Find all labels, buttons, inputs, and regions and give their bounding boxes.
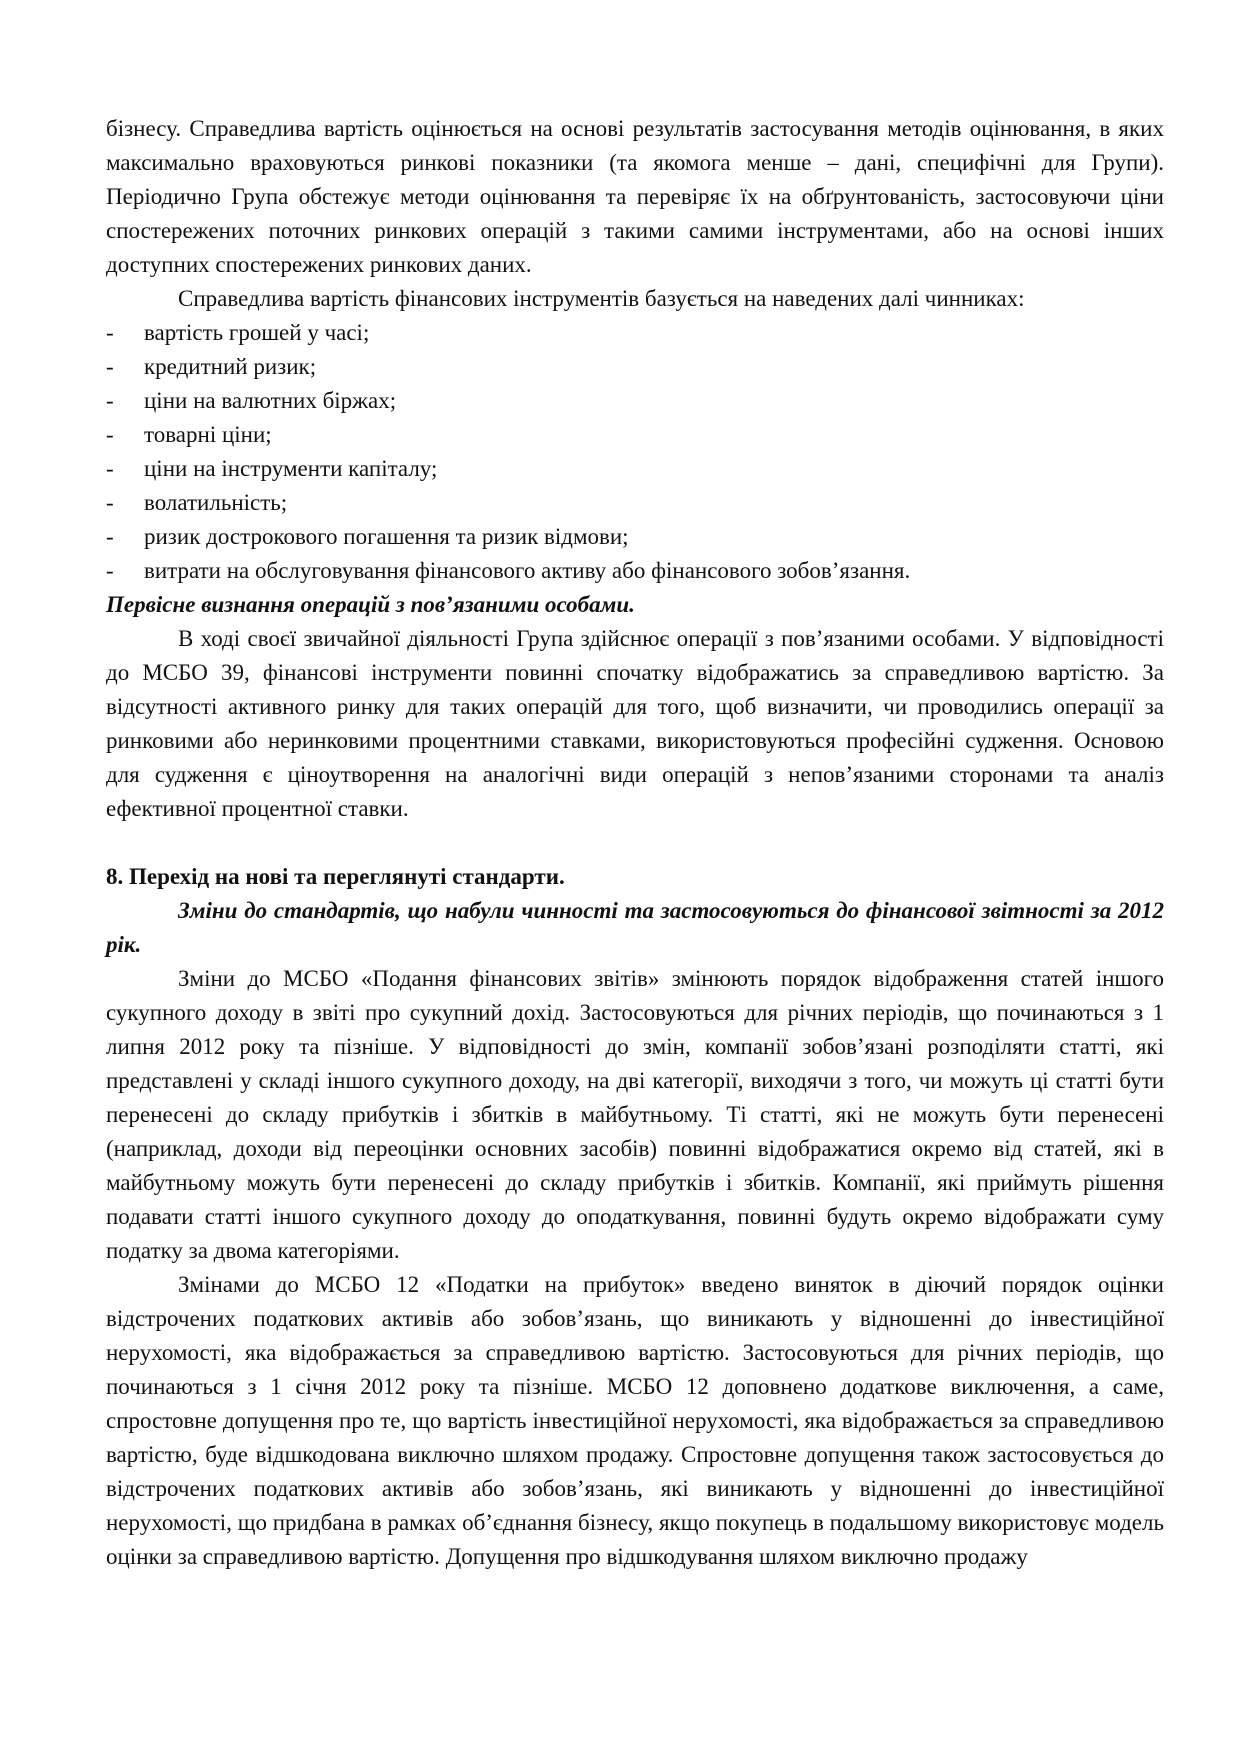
list-item xyxy=(106,554,1164,588)
paragraph-fair-value-factors: Справедлива вартість фінансових інструментів базується на наведених далі чинниках: xyxy=(178,286,1025,311)
document-page xyxy=(106,112,1164,1574)
paragraph-related-parties: В ході своєї звичайної діяльності Група здійснює операції з пов’язаними особами. У відповідності до МСБО 39, фінансові інструменти повинні спочатку відображатись за справедливою вартістю. За відсутності активного ринку для таких операцій для того, щоб визначити, чи проводились операції за ринковими або неринковими процентними ставками, використовуються професійні судження. Основою для судження є ціноутворення на аналогічні види операцій з непов’язаними сторонами та аналіз ефективної процентної ставки. xyxy=(106,626,1164,821)
paragraph-ias1-changes: Зміни до МСБО «Подання фінансових звітів» змінюють порядок відображення статей іншого сукупного доходу в звіті про сукупний дохід. Застосовуються для річних періодів, що починаються з 1 липня 2012 року та пізніше. У відповідності до змін, компанії зобов’язані розподіляти статті, які представлені у складі іншого сукупного доходу, на дві категорії, виходячи з того, чи можуть ці статті бути перенесені до складу прибутків і збитків в майбутньому. Ті статті, які не можуть бути перенесені (наприклад, доходи від переоцінки основних засобів) повинні відображатися окремо від статей, які в майбутньому можуть бути перенесені до складу прибутків і збитків. Компанії, які приймуть рішення подавати статті іншого сукупного доходу до оподаткування, повинні будуть окремо відображати суму податку за двома категоріями. xyxy=(106,966,1164,1263)
list-item xyxy=(106,520,1164,554)
list-item xyxy=(106,452,1164,486)
section-heading-8: 8. Перехід на нові та переглянуті стандарти. xyxy=(106,864,565,889)
list-dash: - xyxy=(106,422,114,447)
factors-list xyxy=(106,316,1164,588)
subheading-related-parties: Первісне визнання операцій з пов’язаними особами. xyxy=(106,592,635,617)
list-dash: - xyxy=(106,558,114,583)
paragraph-ias12-changes: Змінами до МСБО 12 «Податки на прибуток» введено виняток в діючий порядок оцінки відстрочених податкових активів або зобов’язань, що виникають у відношенні до інвестиційної нерухомості, яка відображається за справедливою вартістю. Застосовуються для річних періодів, що починаються з 1 січня 2012 року та пізніше. МСБО 12 доповнено додаткове виключення, а саме, спростовне допущення про те, що вартість інвестиційної нерухомості, яка відображається за справедливою вартістю, буде відшкодована виключно шляхом продажу. Спростовне допущення також застосовується до відстрочених податкових активів або зобов’язань, які виникають у відношенні до інвестиційної нерухомості, що придбана в рамках об’єднання бізнесу, якщо покупець в подальшому використовує модель оцінки за справедливою вартістю. Допущення про відшкодування шляхом виключно продажу xyxy=(106,1272,1164,1569)
list-item-text: вартість грошей у часі; xyxy=(144,320,370,345)
list-item-text: волатильність; xyxy=(144,490,288,515)
list-item-text: витрати на обслуговування фінансового активу або фінансового зобов’язання. xyxy=(144,558,911,583)
list-item xyxy=(106,384,1164,418)
list-dash: - xyxy=(106,524,114,549)
list-dash: - xyxy=(106,490,114,515)
list-item-text: ціни на інструменти капіталу; xyxy=(144,456,438,481)
list-dash: - xyxy=(106,320,114,345)
list-dash: - xyxy=(106,388,114,413)
list-item-text: ціни на валютних біржах; xyxy=(144,388,397,413)
list-item xyxy=(106,350,1164,384)
list-dash: - xyxy=(106,456,114,481)
list-item-text: товарні ціни; xyxy=(144,422,272,447)
list-item xyxy=(106,486,1164,520)
subheading-standards-changes: Зміни до стандартів, що набули чинності та застосовуються до фінансової звітності за 2012 рік. xyxy=(106,898,1164,957)
paragraph-fair-value-intro: бізнесу. Справедлива вартість оцінюється на основі результатів застосування методів оцінювання, в яких максимально враховуються ринкові показники (та якомога менше – дані, специфічні для Групи). Періодично Група обстежує методи оцінювання та перевіряє їх на обґрунтованість, застосовуючи ціни спостережених поточних ринкових операцій з такими самими інструментами, або на основі інших доступних спостережених ринкових даних. xyxy=(106,116,1164,277)
list-item xyxy=(106,316,1164,350)
list-item xyxy=(106,418,1164,452)
list-item-text: кредитний ризик; xyxy=(144,354,317,379)
spacer xyxy=(106,826,1164,860)
list-dash: - xyxy=(106,354,114,379)
list-item-text: ризик дострокового погашення та ризик відмови; xyxy=(144,524,629,549)
